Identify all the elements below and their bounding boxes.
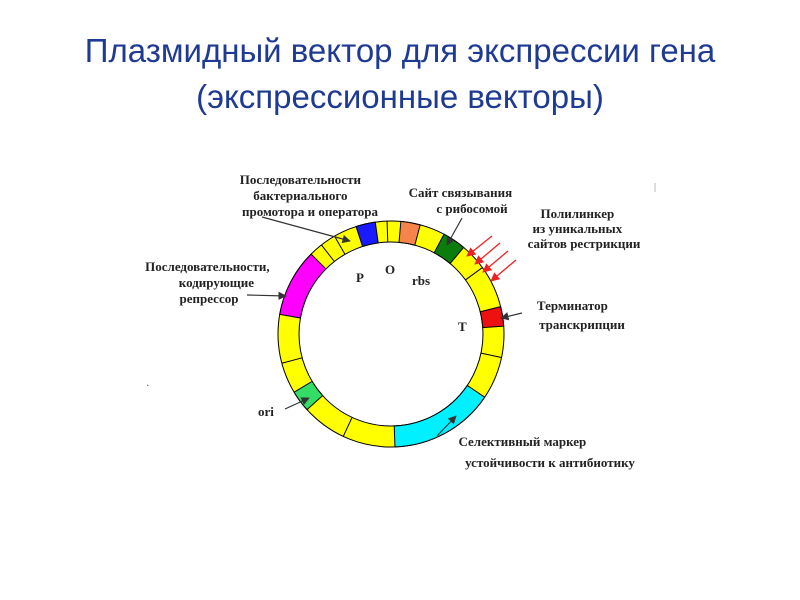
- stray-dot: .: [146, 375, 150, 389]
- ori-label: ori: [258, 404, 274, 419]
- terminator-t-label: T: [458, 319, 467, 334]
- title-line-2: (экспрессионные векторы): [196, 78, 604, 115]
- terminator-arrow: [501, 313, 522, 318]
- terminator-label: Терминатор транскрипции: [536, 298, 625, 332]
- marker-label: Селективный маркер устойчивости к антибиотику: [458, 434, 635, 470]
- rbs-label: rbs: [412, 273, 431, 288]
- promoter-operator-label: Последовательности бактериального промотора и оператора: [239, 172, 379, 219]
- polylinker-arrow-4: [491, 260, 516, 281]
- repressor-arrow: [247, 295, 286, 296]
- ribosome-site-label: Сайт связывания с рибосомой: [408, 185, 513, 216]
- plasmid-ring: [278, 221, 504, 447]
- title-line-1: Плазмидный вектор для экспрессии гена: [84, 32, 716, 69]
- polylinker-label: Полилинкер из уникальных сайтов рестрикции: [527, 206, 641, 251]
- repressor-segment: [280, 254, 326, 318]
- repressor-label: Последовательности, кодирующие репрессор: [145, 259, 270, 306]
- promoter-arrow: [262, 217, 350, 241]
- promoter-p-label: P: [356, 270, 364, 285]
- operator-o-label: O: [385, 262, 396, 277]
